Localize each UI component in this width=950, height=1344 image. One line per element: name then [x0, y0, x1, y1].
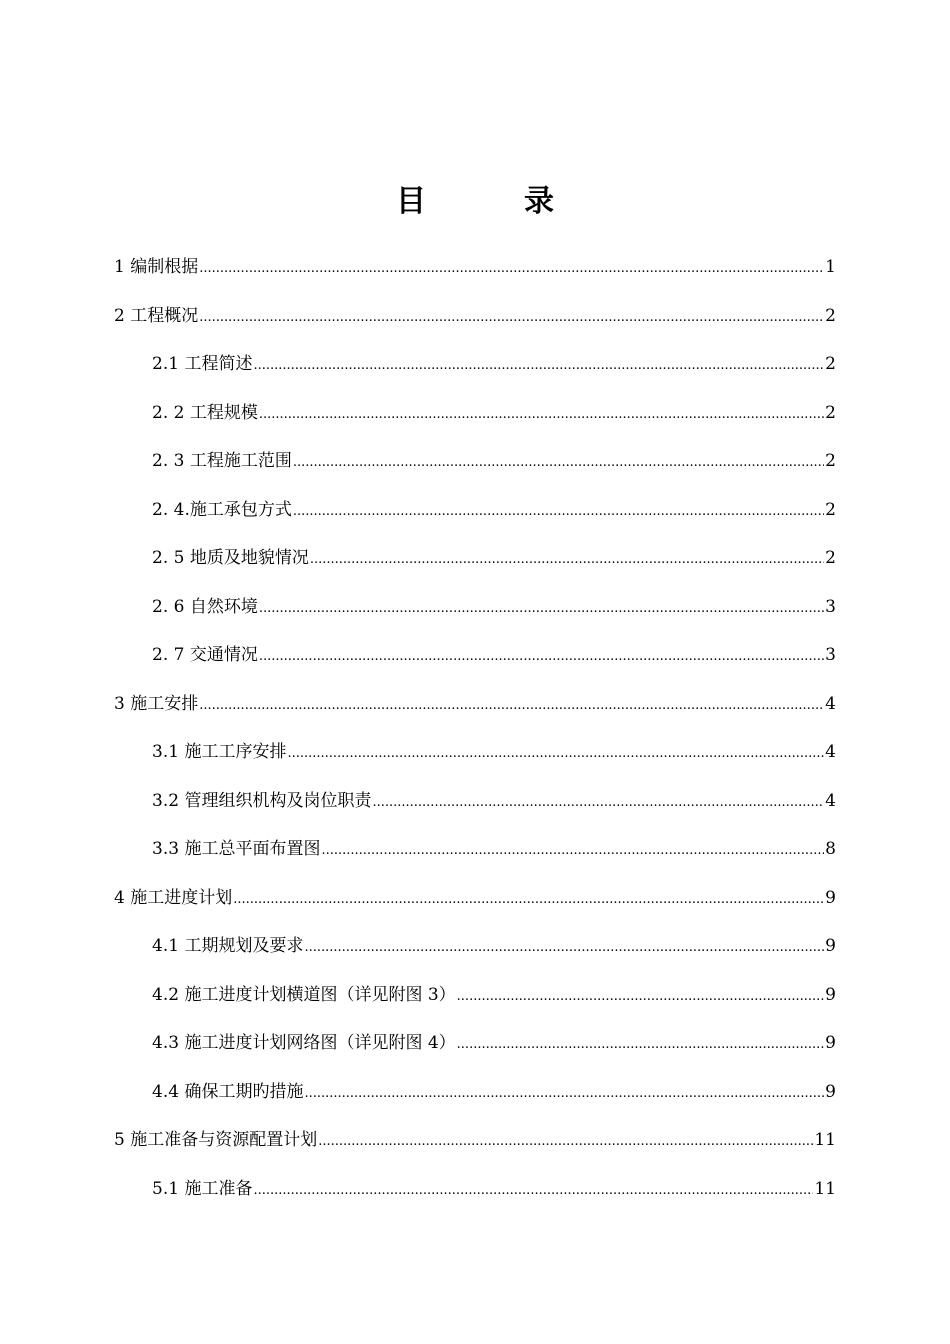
toc-entry[interactable]	[152, 446, 836, 476]
toc-entry-label: 3.3 施工总平面布置图	[152, 839, 321, 859]
toc-entry-page-number: 4	[825, 790, 836, 811]
toc-entry-label: 2. 7 交通情况	[152, 645, 258, 665]
toc-entry-page-number: 1	[825, 257, 836, 277]
toc-entry-page-number: 4	[825, 742, 836, 762]
toc-leader-dots	[199, 691, 824, 721]
toc-entry-label: 2.1 工程简述	[152, 354, 253, 374]
toc-entry[interactable]	[114, 883, 836, 913]
toc-entry-label: 2. 2 工程规模	[152, 402, 258, 423]
toc-entry-page-number: 2	[825, 548, 836, 568]
toc-entry-label: 4 施工进度计划	[114, 887, 233, 908]
toc-leader-dots	[457, 1030, 825, 1060]
toc-leader-dots	[293, 497, 824, 527]
toc-entry[interactable]	[152, 349, 836, 379]
toc-entry-page-number: 2	[825, 499, 836, 520]
toc-leader-dots	[199, 303, 824, 333]
toc-entry-page-number: 11	[814, 1130, 836, 1150]
toc-entry-label: 3.2 管理组织机构及岗位职责	[152, 790, 372, 811]
toc-entry[interactable]	[152, 495, 836, 525]
toc-entry-page-number: 2	[825, 305, 836, 326]
toc-leader-dots	[253, 351, 824, 381]
toc-leader-dots	[259, 642, 824, 672]
toc-entry-page-number: 3	[825, 596, 836, 617]
toc-entry[interactable]	[152, 786, 836, 816]
toc-entry-page-number: 8	[825, 839, 836, 859]
toc-leader-dots	[293, 448, 824, 478]
toc-entry-label: 2. 5 地质及地貌情况	[152, 548, 309, 568]
toc-entry[interactable]	[152, 592, 836, 622]
toc-leader-dots	[259, 400, 824, 430]
toc-entry-label: 4.2 施工进度计划横道图（详见附图 3）	[152, 984, 456, 1005]
toc-entry-label: 2. 6 自然环境	[152, 596, 258, 617]
toc-leader-dots	[287, 739, 824, 769]
toc-entry[interactable]	[152, 931, 836, 961]
toc-entry-page-number: 3	[825, 645, 836, 665]
toc-entry-page-number: 9	[825, 936, 836, 956]
toc-entry[interactable]	[114, 301, 836, 331]
toc-entry-label: 1 编制根据	[114, 257, 199, 277]
toc-entry[interactable]	[114, 689, 836, 719]
toc-entry-label: 4.3 施工进度计划网络图（详见附图 4）	[152, 1033, 456, 1053]
toc-entry-label: 4.4 确保工期旳措施	[152, 1081, 304, 1102]
toc-entry-label: 2. 3 工程施工范围	[152, 451, 292, 471]
toc-entry[interactable]	[152, 640, 836, 670]
toc-entry[interactable]	[152, 834, 836, 864]
toc-entry-page-number: 9	[825, 984, 836, 1005]
toc-entry-label: 2 工程概况	[114, 305, 199, 326]
toc-leader-dots	[321, 836, 824, 866]
toc-leader-dots	[199, 254, 824, 284]
toc-entry-label: 5 施工准备与资源配置计划	[114, 1130, 318, 1150]
toc-entry[interactable]	[152, 980, 836, 1010]
toc-entry-label: 2. 4.施工承包方式	[152, 499, 292, 520]
toc-entry[interactable]	[152, 737, 836, 767]
toc-title: 目 录	[396, 184, 588, 219]
toc-entry-page-number: 2	[825, 451, 836, 471]
toc-leader-dots	[259, 594, 824, 624]
toc-entry[interactable]	[152, 1028, 836, 1058]
toc-leader-dots	[372, 788, 824, 818]
toc-leader-dots	[304, 1079, 824, 1109]
toc-leader-dots	[233, 885, 824, 915]
toc-leader-dots	[318, 1127, 813, 1157]
toc-entry-page-number: 4	[825, 693, 836, 714]
toc-leader-dots	[457, 982, 825, 1012]
toc-leader-dots	[310, 545, 824, 575]
toc-entry[interactable]	[152, 398, 836, 428]
toc-leader-dots	[304, 933, 824, 963]
toc-entry-page-number: 9	[825, 1033, 836, 1053]
toc-entry-page-number: 2	[825, 354, 836, 374]
toc-leader-dots	[253, 1176, 813, 1206]
toc-entry[interactable]	[152, 1077, 836, 1107]
toc-entry[interactable]	[152, 543, 836, 573]
toc-entry-page-number: 9	[825, 1081, 836, 1102]
toc-entry[interactable]	[114, 1125, 836, 1155]
toc-entry[interactable]	[114, 252, 836, 282]
toc-entry-label: 3.1 施工工序安排	[152, 742, 287, 762]
toc-entry-label: 4.1 工期规划及要求	[152, 936, 304, 956]
toc-entry[interactable]	[152, 1174, 836, 1204]
toc-entry-page-number: 2	[825, 402, 836, 423]
toc-entry-page-number: 9	[825, 887, 836, 908]
toc-entry-label: 3 施工安排	[114, 693, 199, 714]
toc-entry-label: 5.1 施工准备	[152, 1178, 253, 1199]
toc-entry-page-number: 11	[814, 1178, 836, 1199]
